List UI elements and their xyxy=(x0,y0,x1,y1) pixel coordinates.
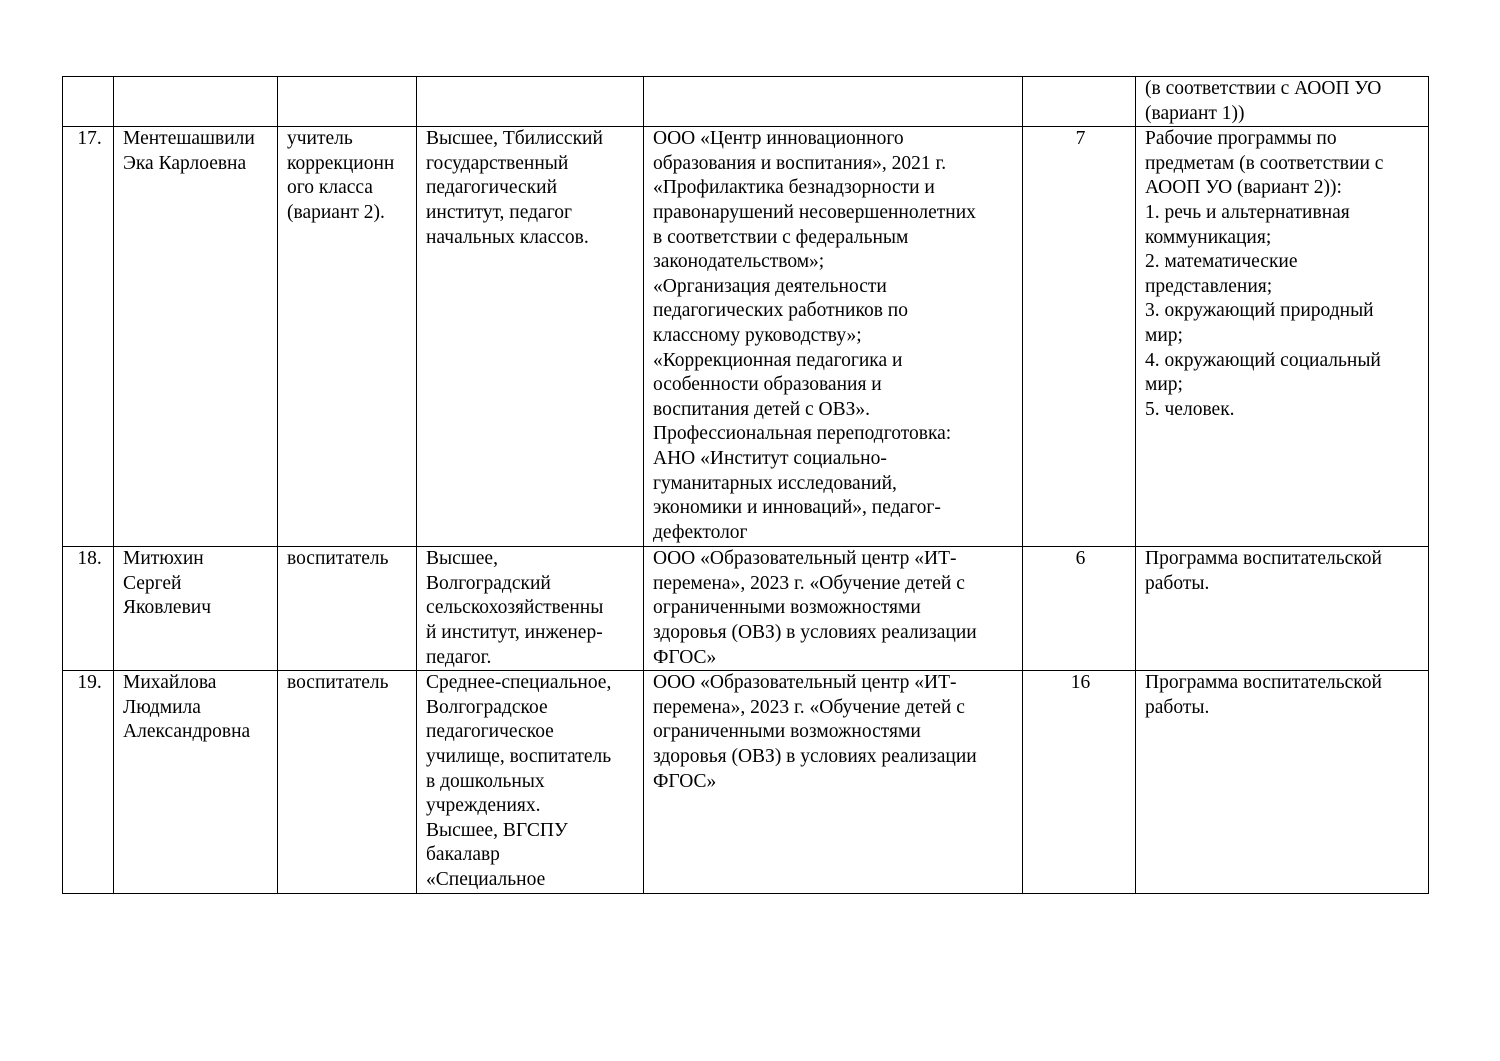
experience-cell: 6 xyxy=(1023,547,1136,671)
qualification-cell: ООО «Образовательный центр «ИТ- перемена», 2023 г. «Обучение детей с ограниченными возможностями здоровья (ОВЗ) в условиях реализации ФГОС» xyxy=(644,547,1023,671)
position-cell xyxy=(278,77,417,127)
row-number-cell: 17. xyxy=(63,127,114,547)
table-row xyxy=(63,127,1429,547)
experience-cell: 16 xyxy=(1023,671,1136,893)
name-cell xyxy=(114,77,278,127)
programs-cell: Программа воспитательской работы. xyxy=(1136,671,1429,893)
education-cell: Высшее, Волгоградский сельскохозяйственны й институт, инженер- педагог. xyxy=(417,547,644,671)
table-row xyxy=(63,77,1429,127)
row-number-cell: 19. xyxy=(63,671,114,893)
experience-cell: 7 xyxy=(1023,127,1136,547)
qualification-cell: ООО «Образовательный центр «ИТ- перемена», 2023 г. «Обучение детей с ограниченными возможностями здоровья (ОВЗ) в условиях реализации ФГОС» xyxy=(644,671,1023,893)
name-cell: Ментешашвили Эка Карлоевна xyxy=(114,127,278,547)
position-cell: воспитатель xyxy=(278,671,417,893)
programs-cell: Программа воспитательской работы. xyxy=(1136,547,1429,671)
qualification-cell xyxy=(644,77,1023,127)
programs-cell: (в соответствии с АООП УО (вариант 1)) xyxy=(1136,77,1429,127)
name-cell: Михайлова Людмила Александровна xyxy=(114,671,278,893)
table-row xyxy=(63,671,1429,893)
programs-cell: Рабочие программы по предметам (в соответствии с АООП УО (вариант 2)): 1. речь и альтернативная коммуникация; 2. математические представления; 3. окружающий природный мир; 4. окружающий социальный мир; 5. человек. xyxy=(1136,127,1429,547)
row-number-cell xyxy=(63,77,114,127)
education-cell: Высшее, Тбилисский государственный педагогический институт, педагог начальных классов. xyxy=(417,127,644,547)
staff-table xyxy=(62,76,1429,894)
row-number-cell: 18. xyxy=(63,547,114,671)
table-row xyxy=(63,547,1429,671)
position-cell: воспитатель xyxy=(278,547,417,671)
position-cell: учитель коррекционн ого класса (вариант 2). xyxy=(278,127,417,547)
education-cell: Среднее-специальное, Волгоградское педагогическое училище, воспитатель в дошкольных учреждениях. Высшее, ВГСПУ бакалавр «Специальное xyxy=(417,671,644,893)
name-cell: Митюхин Сергей Яковлевич xyxy=(114,547,278,671)
qualification-cell: ООО «Центр инновационного образования и воспитания», 2021 г. «Профилактика безнадзорности и правонарушений несовершеннолетних в соответствии с федеральным законодательством»; «Организация деятельности педагогических работников по классному руководству»; «Коррекционная педагогика и особенности образования и воспитания детей с ОВЗ». Профессиональная переподготовка: АНО «Институт социально- гуманитарных исследований, экономики и инноваций», педагог- дефектолог xyxy=(644,127,1023,547)
experience-cell xyxy=(1023,77,1136,127)
education-cell xyxy=(417,77,644,127)
